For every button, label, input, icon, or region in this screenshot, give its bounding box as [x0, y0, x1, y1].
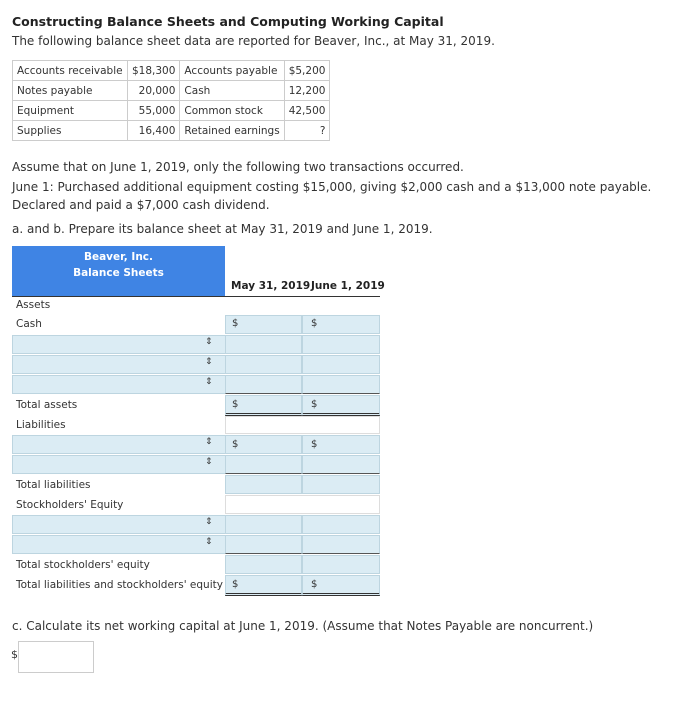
june1-text: June 1: Purchased additional equipment costing $15,000, giving $2,000 cash and a $13,000 note payable. — [12, 180, 652, 194]
table-row — [13, 121, 330, 141]
select-arrows-icon: ⇕ — [205, 517, 213, 527]
total-liabilities-may-input[interactable] — [225, 475, 302, 494]
equity-may-input[interactable] — [225, 515, 302, 534]
column-headers — [225, 280, 385, 296]
total-liabilities-label: Total liabilities — [16, 479, 91, 491]
dollar-sign: $ — [311, 318, 318, 329]
asset-may-input[interactable] — [225, 375, 302, 394]
working-capital-input[interactable] — [18, 641, 94, 673]
table-cell: 20,000 — [128, 81, 180, 101]
equity-account-select[interactable] — [12, 535, 226, 554]
table-cell: 16,400 — [128, 121, 180, 141]
table-row — [13, 81, 330, 101]
equity-spacer — [225, 495, 380, 514]
equity-june-input[interactable] — [302, 515, 380, 534]
liabilities-spacer — [225, 416, 380, 434]
select-arrows-icon: ⇕ — [205, 437, 213, 447]
statement-name: Balance Sheets — [73, 267, 164, 279]
table-cell: Accounts receivable — [13, 61, 128, 81]
total-liabilities-june-input[interactable] — [302, 475, 380, 494]
total-le-label: Total liabilities and stockholders' equity — [16, 579, 223, 591]
table-cell: Common stock — [180, 101, 284, 121]
dollar-sign: $ — [232, 579, 239, 590]
subtitle: The following balance sheet data are reported for Beaver, Inc., at May 31, 2019. — [12, 34, 495, 48]
data-table — [12, 60, 330, 141]
table-cell: 55,000 — [128, 101, 180, 121]
table-row — [13, 61, 330, 81]
table-cell: Notes payable — [13, 81, 128, 101]
select-arrows-icon: ⇕ — [205, 537, 213, 547]
equity-label: Stockholders' Equity — [16, 499, 124, 511]
dollar-sign: $ — [311, 399, 318, 410]
liabilities-label: Liabilities — [16, 419, 66, 431]
table-cell: Supplies — [13, 121, 128, 141]
asset-account-select[interactable] — [12, 335, 226, 354]
table-row — [13, 101, 330, 121]
asset-account-select[interactable] — [12, 375, 226, 394]
total-equity-june-input[interactable] — [302, 555, 380, 574]
asset-account-select[interactable] — [12, 355, 226, 374]
cash-label: Cash — [16, 318, 42, 330]
asset-june-input[interactable] — [302, 335, 380, 354]
dollar-sign: $ — [232, 399, 239, 410]
liability-june-input[interactable] — [302, 455, 380, 474]
asset-june-input[interactable] — [302, 355, 380, 374]
total-equity-label: Total stockholders' equity — [16, 559, 150, 571]
select-arrows-icon: ⇕ — [205, 377, 213, 387]
asset-june-input[interactable] — [302, 375, 380, 394]
table-cell: $18,300 — [128, 61, 180, 81]
col-may: May 31, 2019 — [231, 280, 311, 292]
select-arrows-icon: ⇕ — [205, 357, 213, 367]
liability-account-select[interactable] — [12, 435, 226, 454]
liability-may-input[interactable] — [225, 455, 302, 474]
assets-label: Assets — [16, 299, 51, 311]
part-ab-text: a. and b. Prepare its balance sheet at May 31, 2019 and June 1, 2019. — [12, 222, 433, 236]
table-cell: Retained earnings — [180, 121, 284, 141]
table-cell: 12,200 — [284, 81, 330, 101]
equity-june-input[interactable] — [302, 535, 380, 554]
page-title: Constructing Balance Sheets and Computing Working Capital — [12, 14, 444, 29]
balance-sheet-header — [12, 246, 225, 296]
assume-text: Assume that on June 1, 2019, only the following two transactions occurred. — [12, 160, 464, 174]
total-assets-label: Total assets — [16, 399, 78, 411]
dollar-sign: $ — [11, 648, 18, 661]
asset-may-input[interactable] — [225, 355, 302, 374]
header-divider — [12, 296, 380, 297]
table-cell: ? — [284, 121, 330, 141]
dollar-sign: $ — [311, 579, 318, 590]
table-cell: 42,500 — [284, 101, 330, 121]
total-equity-may-input[interactable] — [225, 555, 302, 574]
table-cell: Equipment — [13, 101, 128, 121]
asset-may-input[interactable] — [225, 335, 302, 354]
liability-account-select[interactable] — [12, 455, 226, 474]
dividend-text: Declared and paid a $7,000 cash dividend. — [12, 198, 270, 212]
table-cell: $5,200 — [284, 61, 330, 81]
table-cell: Accounts payable — [180, 61, 284, 81]
part-c-text: c. Calculate its net working capital at June 1, 2019. (Assume that Notes Payable are noncurrent.) — [12, 619, 594, 633]
equity-account-select[interactable] — [12, 515, 226, 534]
select-arrows-icon: ⇕ — [205, 337, 213, 347]
dollar-sign: $ — [311, 439, 318, 450]
company-name: Beaver, Inc. — [83, 251, 154, 263]
dollar-sign: $ — [232, 439, 239, 450]
col-june: June 1, 2019 — [311, 280, 385, 292]
dollar-sign: $ — [232, 318, 239, 329]
table-cell: Cash — [180, 81, 284, 101]
select-arrows-icon: ⇕ — [205, 457, 213, 467]
equity-may-input[interactable] — [225, 535, 302, 554]
